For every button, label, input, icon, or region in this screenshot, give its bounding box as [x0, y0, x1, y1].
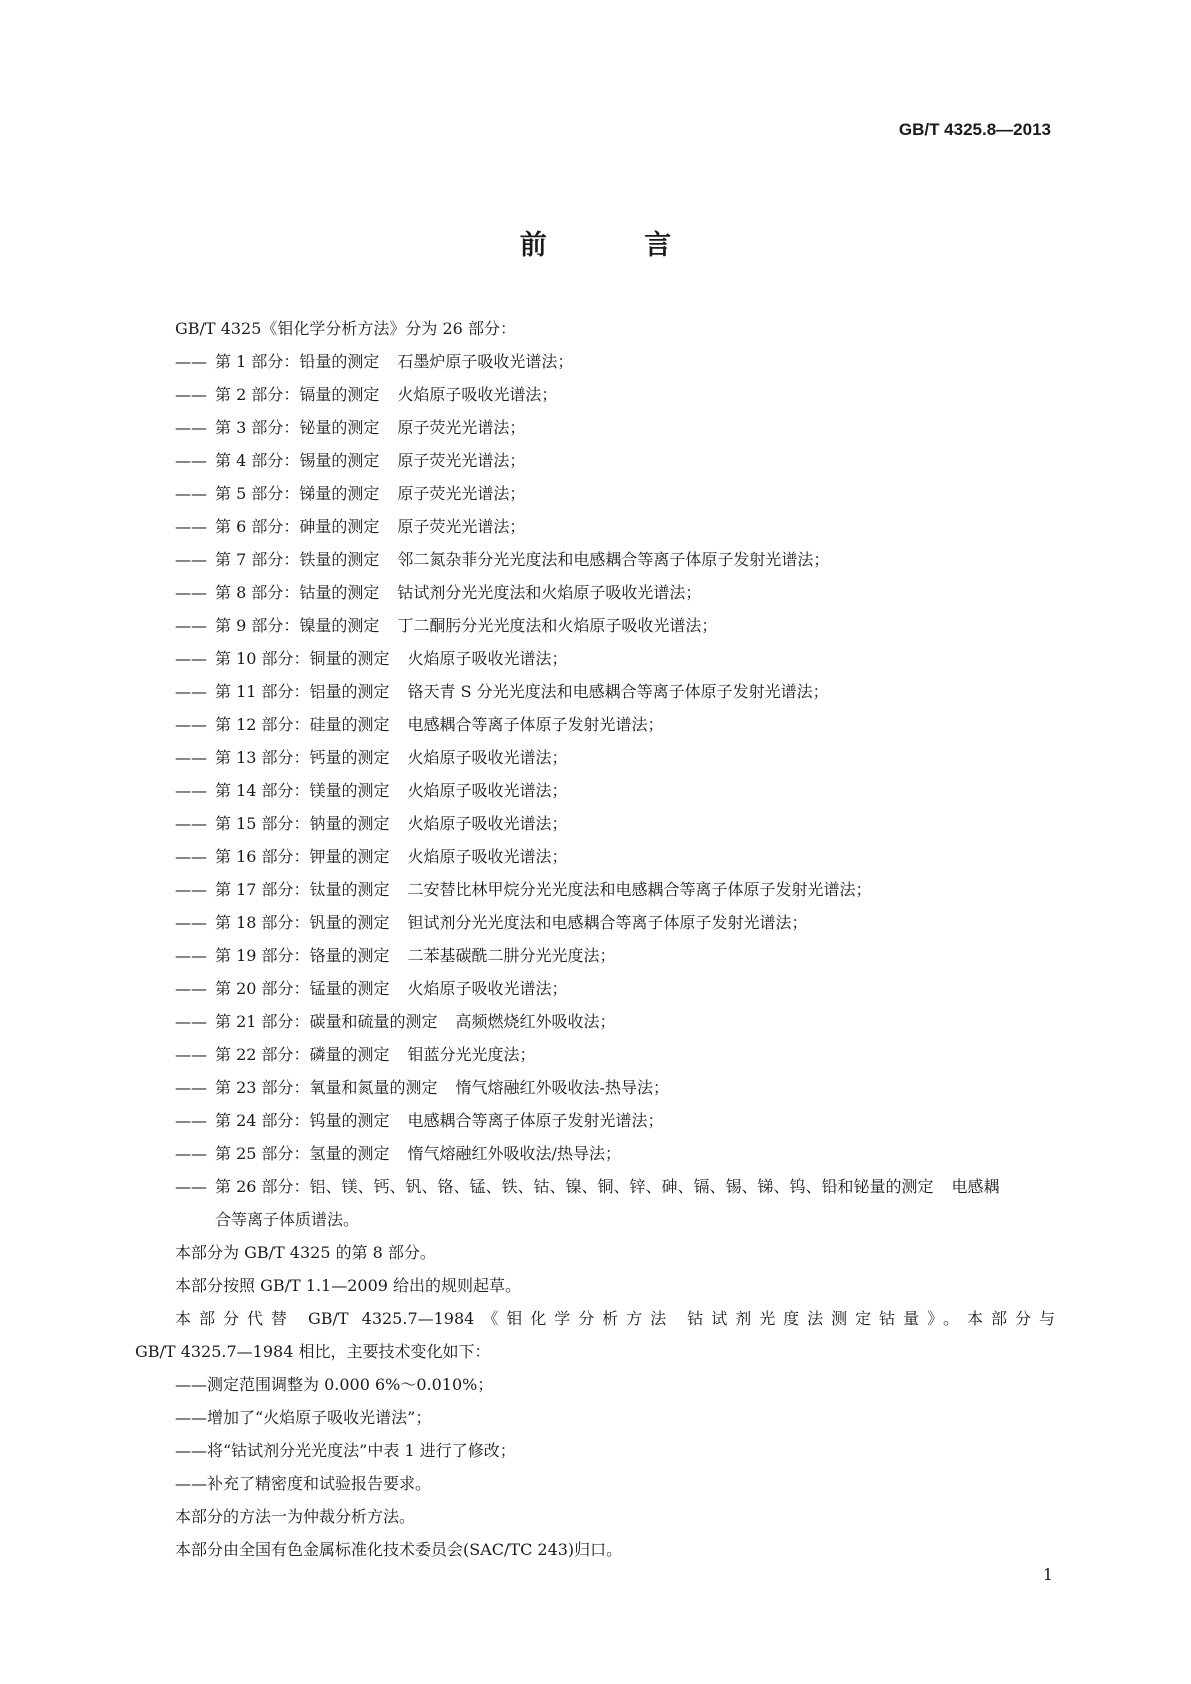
part-method: 二苯基碳酰二肼分光光度法； [407, 946, 616, 965]
part-item [135, 675, 1055, 708]
part-item [135, 741, 1055, 774]
dash: —— [175, 913, 207, 932]
paragraph-drafting-rules: 本部分按照 GB/T 1.1—2009 给出的规则起草。 [175, 1276, 522, 1295]
part-label: 第 21 部分：碳量和硫量的测定 [215, 1012, 438, 1031]
part-item [135, 1038, 1055, 1071]
part-label: 第 9 部分：镍量的测定 [215, 616, 380, 635]
part-method: 铬天青 S 分光光度法和电感耦合等离子体原子发射光谱法； [407, 682, 829, 701]
part-method: 火焰原子吸收光谱法； [407, 748, 568, 767]
part-item [135, 1137, 1055, 1170]
paragraph-replaces-line2: GB/T 4325.7—1984 相比，主要技术变化如下： [135, 1342, 491, 1361]
part-label: 第 3 部分：铋量的测定 [215, 418, 380, 437]
part-26-item [135, 1170, 1055, 1203]
dash: —— [175, 1078, 207, 1097]
dash: —— [175, 484, 207, 503]
part-label: 第 1 部分：铅量的测定 [215, 352, 380, 371]
dash: —— [175, 385, 207, 404]
part-method: 火焰原子吸收光谱法； [407, 649, 568, 668]
change-item [135, 1368, 1055, 1401]
part-label: 第 6 部分：砷量的测定 [215, 517, 380, 536]
dash: —— [175, 451, 207, 470]
dash: —— [175, 748, 207, 767]
dash: —— [175, 1111, 207, 1130]
part-label: 第 2 部分：镉量的测定 [215, 385, 380, 404]
part-label: 第 7 部分：铁量的测定 [215, 550, 380, 569]
part-method: 火焰原子吸收光谱法； [397, 385, 558, 404]
part-item [135, 708, 1055, 741]
dash: —— [175, 649, 207, 668]
intro-paragraph: GB/T 4325《钼化学分析方法》分为 26 部分： [175, 319, 516, 338]
change-text: 将“钴试剂分光光度法”中表 1 进行了修改； [207, 1441, 516, 1460]
part-item [135, 609, 1055, 642]
part-label: 第 13 部分：钙量的测定 [215, 748, 390, 767]
dash: —— [175, 517, 207, 536]
part-method: 惰气熔融红外吸收法-热导法； [455, 1078, 669, 1097]
dash: —— [175, 880, 207, 899]
dash: —— [175, 847, 207, 866]
dash: —— [175, 418, 207, 437]
dash: —— [175, 1045, 207, 1064]
part-method: 火焰原子吸收光谱法； [407, 781, 568, 800]
dash: —— [175, 1177, 207, 1196]
part-method: 原子荧光光谱法； [397, 418, 526, 437]
part-label: 第 20 部分：锰量的测定 [215, 979, 390, 998]
part-item [135, 444, 1055, 477]
dash: —— [175, 1144, 207, 1163]
dash: —— [175, 715, 207, 734]
page-title: 前 言 [519, 230, 716, 261]
change-text: 增加了“火焰原子吸收光谱法”； [207, 1408, 432, 1427]
part-method: 邻二氮杂菲分光光度法和电感耦合等离子体原子发射光谱法； [397, 550, 830, 569]
part-item [135, 378, 1055, 411]
part-item [135, 840, 1055, 873]
part-item [135, 411, 1055, 444]
change-item [135, 1401, 1055, 1434]
dash: —— [175, 979, 207, 998]
part-item [135, 477, 1055, 510]
part-method: 火焰原子吸收光谱法； [407, 979, 568, 998]
part-method: 钽试剂分光光度法和电感耦合等离子体原子发射光谱法； [407, 913, 808, 932]
part-item [135, 939, 1055, 972]
part-method: 高频燃烧红外吸收法； [455, 1012, 616, 1031]
part-item [135, 576, 1055, 609]
part-26-continuation: 合等离子体质谱法。 [215, 1210, 360, 1229]
part-method: 电感耦合等离子体原子发射光谱法； [407, 715, 664, 734]
part-item [135, 1104, 1055, 1137]
parts-list [135, 345, 1055, 1170]
part-label: 第 5 部分：锑量的测定 [215, 484, 380, 503]
part-item [135, 807, 1055, 840]
part-method: 电感耦合等离子体原子发射光谱法； [407, 1111, 664, 1130]
part-item [135, 972, 1055, 1005]
change-item [135, 1467, 1055, 1500]
part-label: 第 16 部分：钾量的测定 [215, 847, 390, 866]
page-number: 1 [1042, 1565, 1053, 1584]
part-item [135, 906, 1055, 939]
dash: —— [175, 583, 207, 602]
part-label: 第 4 部分：锡量的测定 [215, 451, 380, 470]
dash: —— [175, 352, 207, 371]
part-item [135, 1071, 1055, 1104]
part-item [135, 642, 1055, 675]
part-label: 第 12 部分：硅量的测定 [215, 715, 390, 734]
part-label: 第 19 部分：铬量的测定 [215, 946, 390, 965]
part-label: 第 24 部分：钨量的测定 [215, 1111, 390, 1130]
part-method: 钼蓝分光光度法； [407, 1045, 536, 1064]
part-label: 第 10 部分：铜量的测定 [215, 649, 390, 668]
part-method: 原子荧光光谱法； [397, 484, 526, 503]
part-label: 第 23 部分：氧量和氮量的测定 [215, 1078, 438, 1097]
dash: —— [175, 616, 207, 635]
paragraph-part-number: 本部分为 GB/T 4325 的第 8 部分。 [175, 1243, 436, 1262]
part-item [135, 543, 1055, 576]
part-method: 石墨炉原子吸收光谱法； [397, 352, 574, 371]
part-method: 火焰原子吸收光谱法； [407, 847, 568, 866]
part-method: 惰气熔融红外吸收法/热导法； [407, 1144, 621, 1163]
part-method: 原子荧光光谱法； [397, 451, 526, 470]
dash: —— [175, 1375, 207, 1394]
change-item [135, 1434, 1055, 1467]
paragraph-committee: 本部分由全国有色金属标准化技术委员会(SAC/TC 243)归口。 [175, 1540, 623, 1559]
dash: —— [175, 1408, 207, 1427]
change-text: 补充了精密度和试验报告要求。 [207, 1474, 432, 1493]
part-label: 第 18 部分：钒量的测定 [215, 913, 390, 932]
change-text: 测定范围调整为 0.000 6%～0.010%； [207, 1375, 494, 1394]
document-body [135, 312, 1055, 1566]
part-label: 第 8 部分：钴量的测定 [215, 583, 380, 602]
dash: —— [175, 550, 207, 569]
part-method: 火焰原子吸收光谱法； [407, 814, 568, 833]
part-label: 第 11 部分：铝量的测定 [215, 682, 390, 701]
dash: —— [175, 814, 207, 833]
part-item [135, 774, 1055, 807]
part-item [135, 873, 1055, 906]
part-method: 电感耦 [951, 1177, 1000, 1196]
part-label: 第 22 部分：磷量的测定 [215, 1045, 390, 1064]
part-method: 丁二酮肟分光光度法和火焰原子吸收光谱法； [397, 616, 718, 635]
dash: —— [175, 1012, 207, 1031]
part-label: 第 25 部分：氢量的测定 [215, 1144, 390, 1163]
standard-code: GB/T 4325.8—2013 [898, 120, 1051, 139]
dash: —— [175, 781, 207, 800]
part-label: 第 26 部分：铝、镁、钙、钒、铬、锰、铁、钴、镍、铜、锌、砷、镉、锡、锑、钨、铅和铋量的测定 [215, 1177, 934, 1196]
part-item [135, 345, 1055, 378]
part-item [135, 510, 1055, 543]
paragraph-replaces-line1: 本部分代替 GB/T 4325.7—1984《钼化学分析方法 钴试剂光度法测定钴量》。本部分与 [175, 1309, 1055, 1328]
part-label: 第 17 部分：钛量的测定 [215, 880, 390, 899]
part-label: 第 14 部分：镁量的测定 [215, 781, 390, 800]
part-method: 钴试剂分光光度法和火焰原子吸收光谱法； [397, 583, 702, 602]
part-method: 原子荧光光谱法； [397, 517, 526, 536]
part-label: 第 15 部分：钠量的测定 [215, 814, 390, 833]
dash: —— [175, 682, 207, 701]
dash: —— [175, 946, 207, 965]
part-item [135, 1005, 1055, 1038]
dash: —— [175, 1441, 207, 1460]
changes-list [135, 1368, 1055, 1500]
dash: —— [175, 1474, 207, 1493]
part-method: 二安替比林甲烷分光光度法和电感耦合等离子体原子发射光谱法； [407, 880, 872, 899]
paragraph-arbitration: 本部分的方法一为仲裁分析方法。 [175, 1507, 416, 1526]
